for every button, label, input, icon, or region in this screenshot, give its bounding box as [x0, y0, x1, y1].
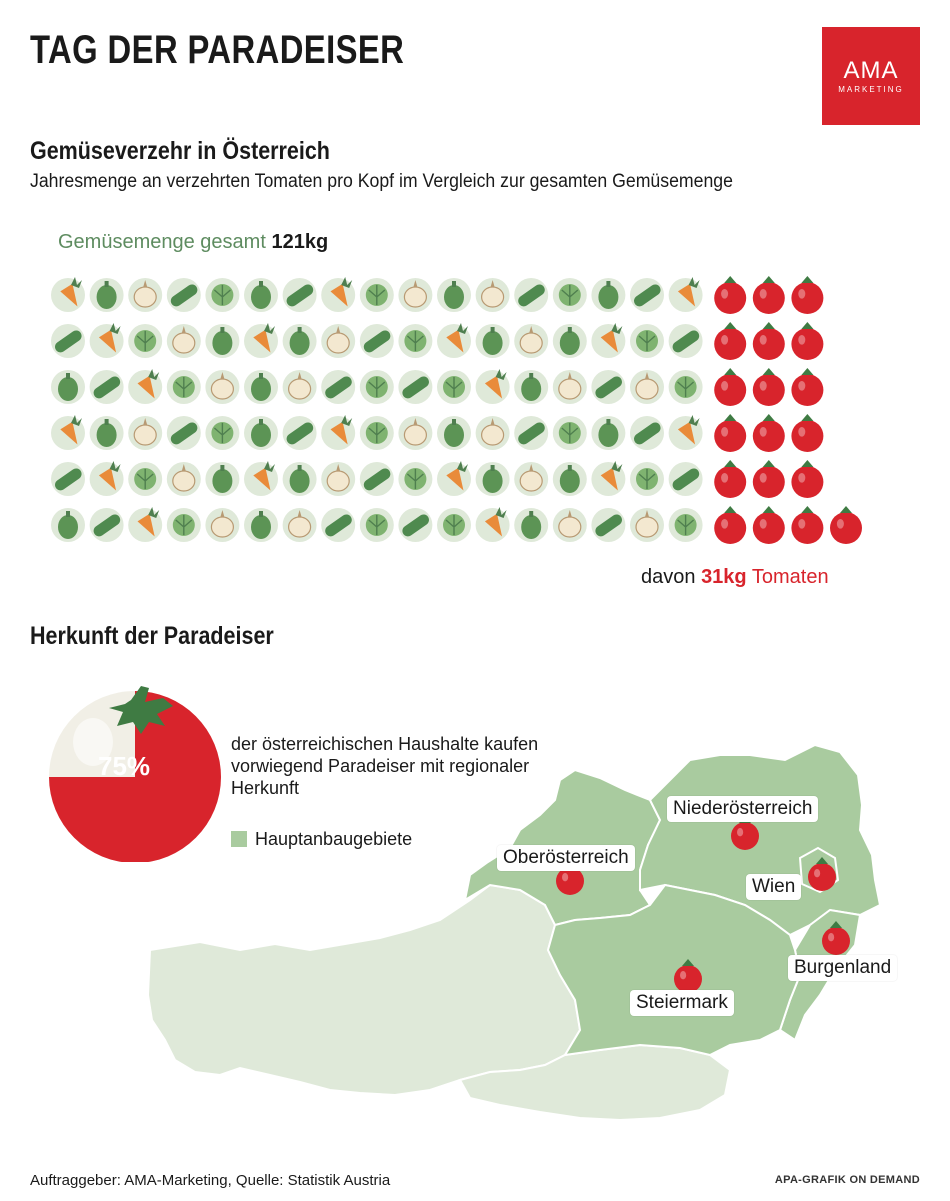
- logo-subtext: MARKETING: [838, 85, 904, 94]
- map-label-steiermark: Steiermark: [630, 990, 734, 1016]
- pie-percent-label: 75%: [98, 751, 151, 781]
- section-title-origin: Herkunft der Paradeiser: [30, 622, 274, 650]
- pie-description: der österreichischen Haushalte kaufen vorwiegend Paradeiser mit regionaler Herkunft: [231, 734, 539, 798]
- map-label-burgenland: Burgenland: [788, 955, 897, 981]
- section-subtitle: Jahresmenge an verzehrten Tomaten pro Kopf im Vergleich zur gesamten Gemüsemenge: [30, 171, 733, 192]
- map-legend: [231, 829, 412, 850]
- page-title: TAG DER PARADEISER: [30, 28, 405, 72]
- tomato-suffix: Tomaten: [751, 566, 829, 588]
- total-label-text: Gemüsemenge gesamt: [58, 231, 266, 253]
- map-western-austria: [148, 885, 580, 1095]
- footer-source: Auftraggeber: AMA-Marketing, Quelle: Statistik Austria: [30, 1172, 391, 1189]
- logo-text: AMA: [843, 57, 899, 84]
- map-label-wien: Wien: [746, 874, 801, 900]
- section-title-consumption: Gemüseverzehr in Österreich: [30, 137, 330, 165]
- legend-swatch: [231, 831, 247, 847]
- tomato-prefix: davon: [641, 566, 696, 588]
- tomato-value: 31kg: [701, 566, 747, 588]
- map-label-oberoesterreich: Oberösterreich: [497, 845, 635, 871]
- total-value: 121kg: [271, 231, 329, 253]
- map-label-niederoesterreich: Niederösterreich: [667, 796, 818, 822]
- footer-credit: APA-GRAFIK ON DEMAND: [774, 1174, 920, 1186]
- legend-label: Hauptanbaugebiete: [255, 829, 413, 849]
